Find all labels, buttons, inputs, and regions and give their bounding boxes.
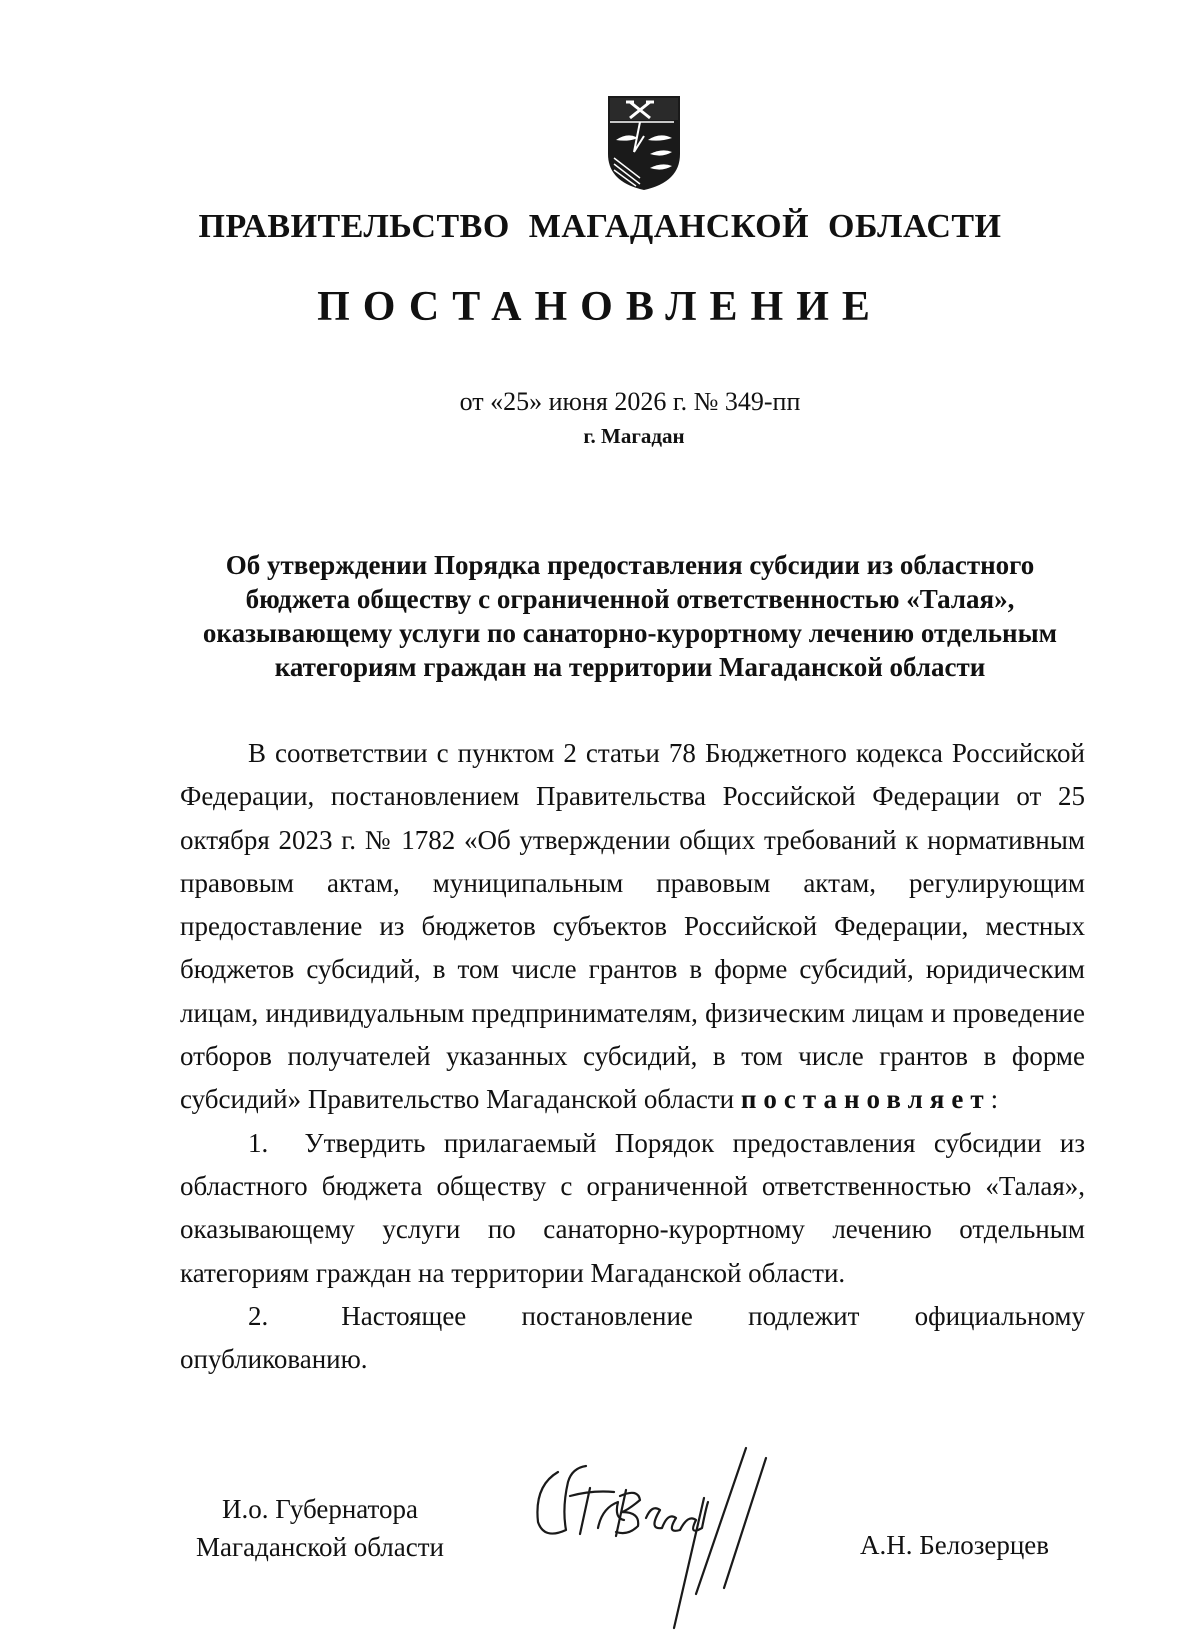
document-body [180, 732, 1085, 1381]
item-text: Настоящее постановление подлежит официальному опубликованию. [180, 1300, 1085, 1375]
position-line: И.о. Губернатора [221, 1494, 418, 1524]
document-date-number: от «25» июня 2026 г. № 349-пп [459, 387, 801, 416]
position-line: Магаданской области [196, 1532, 444, 1562]
item-number: 1. [248, 1127, 269, 1158]
signatory-position [180, 1490, 460, 1566]
title-line: Об утверждении Порядка предоставления субсидии из областного [225, 550, 1035, 580]
signatory-name: А.Н. Белозерцев [860, 1530, 1050, 1560]
preamble-text: В соответствии с пунктом 2 статьи 78 Бюджетного кодекса Российской Федерации, постановлением Правительства Российской Федерации от 25 октября 2023 г. № 1782 «Об утверждении общих требований к нормативным правовым актам, муниципальным правовым актам, регулирующим предоставление из бюджетов субъектов Российской Федерации, местных бюджетов субсидий, в том числе грантов в форме субсидий, юридическим лицам, индивидуальным предпринимателям, физическим лицам и проведение отборов получателей указанных субсидий, в том числе грантов в форме субсидий» Правительство Магаданской области [180, 738, 1085, 1115]
item-number: 2. [248, 1300, 269, 1331]
title-line: категориям граждан на территории Магаданской области [274, 652, 986, 682]
decree-word: постановляет [740, 1084, 991, 1115]
document-type: ПОСТАНОВЛЕНИЕ [317, 284, 883, 330]
list-item [180, 1295, 1085, 1382]
item-text: Утвердить прилагаемый Порядок предоставления субсидии из областного бюджета обществу с ограниченной ответственностью «Талая», оказывающему услуги по санаторно-курортному лечению отдельным категориям граждан на территории Магаданской области. [180, 1127, 1085, 1288]
handwritten-signature-icon [528, 1438, 788, 1638]
title-line: оказывающему услуги по санаторно-курортному лечению отдельным [202, 618, 1058, 648]
list-item [180, 1122, 1085, 1295]
organization-name: ПРАВИТЕЛЬСТВО МАГАДАНСКОЙ ОБЛАСТИ [198, 208, 1002, 245]
preamble-paragraph [180, 732, 1085, 1122]
document-title [170, 548, 1090, 684]
document-city: г. Магадан [583, 424, 685, 448]
magadan-region-coat-of-arms-icon [604, 92, 684, 192]
preamble-colon: : [990, 1084, 999, 1115]
title-line: бюджета обществу с ограниченной ответственностью «Талая», [245, 584, 1015, 614]
